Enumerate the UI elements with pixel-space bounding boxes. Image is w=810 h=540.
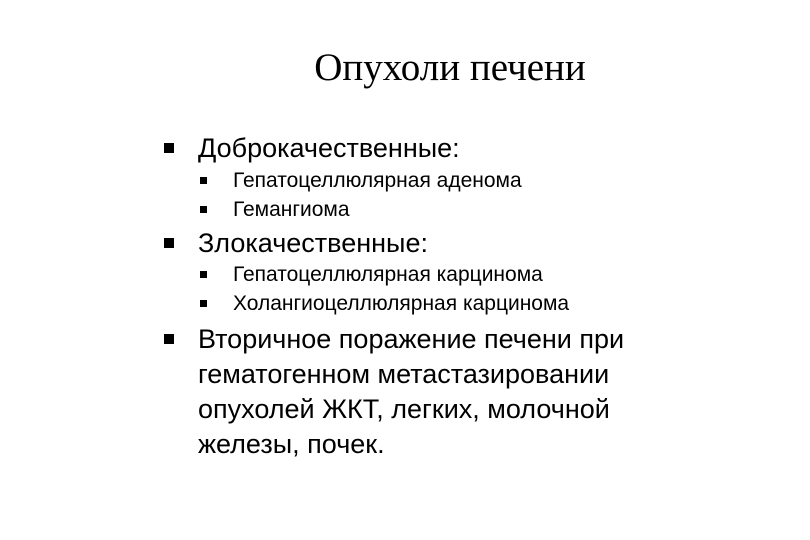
list-item-malignant: Злокачественные: xyxy=(198,228,428,258)
sublist-item-hepatocellular-adenoma: Гепатоцеллюлярная аденома xyxy=(233,169,522,192)
square-bullet-icon xyxy=(200,271,207,278)
list-item-benign: Доброкачественные: xyxy=(198,133,460,163)
square-bullet-icon xyxy=(164,143,174,153)
sublist-item-hepatocellular-carcinoma: Гепатоцеллюлярная карцинома xyxy=(233,263,543,286)
sublist-item-hemangioma: Гемангиома xyxy=(233,198,350,221)
list-item-secondary-line-1: Вторичное поражение печени при xyxy=(198,324,625,354)
list-item-secondary-line-4: железы, почек. xyxy=(198,429,385,459)
square-bullet-icon xyxy=(164,334,174,344)
square-bullet-icon xyxy=(200,206,207,213)
list-item-secondary-line-2: гематогенном метастазировании xyxy=(198,359,610,389)
list-item-secondary-line-3: опухолей ЖКТ, легких, молочной xyxy=(198,394,610,424)
square-bullet-icon xyxy=(164,238,174,248)
square-bullet-icon xyxy=(200,177,207,184)
slide-title: Опухоли печени xyxy=(314,46,586,89)
sublist-item-cholangiocellular-carcinoma: Холангиоцеллюлярная карцинома xyxy=(233,292,570,315)
square-bullet-icon xyxy=(200,300,207,307)
